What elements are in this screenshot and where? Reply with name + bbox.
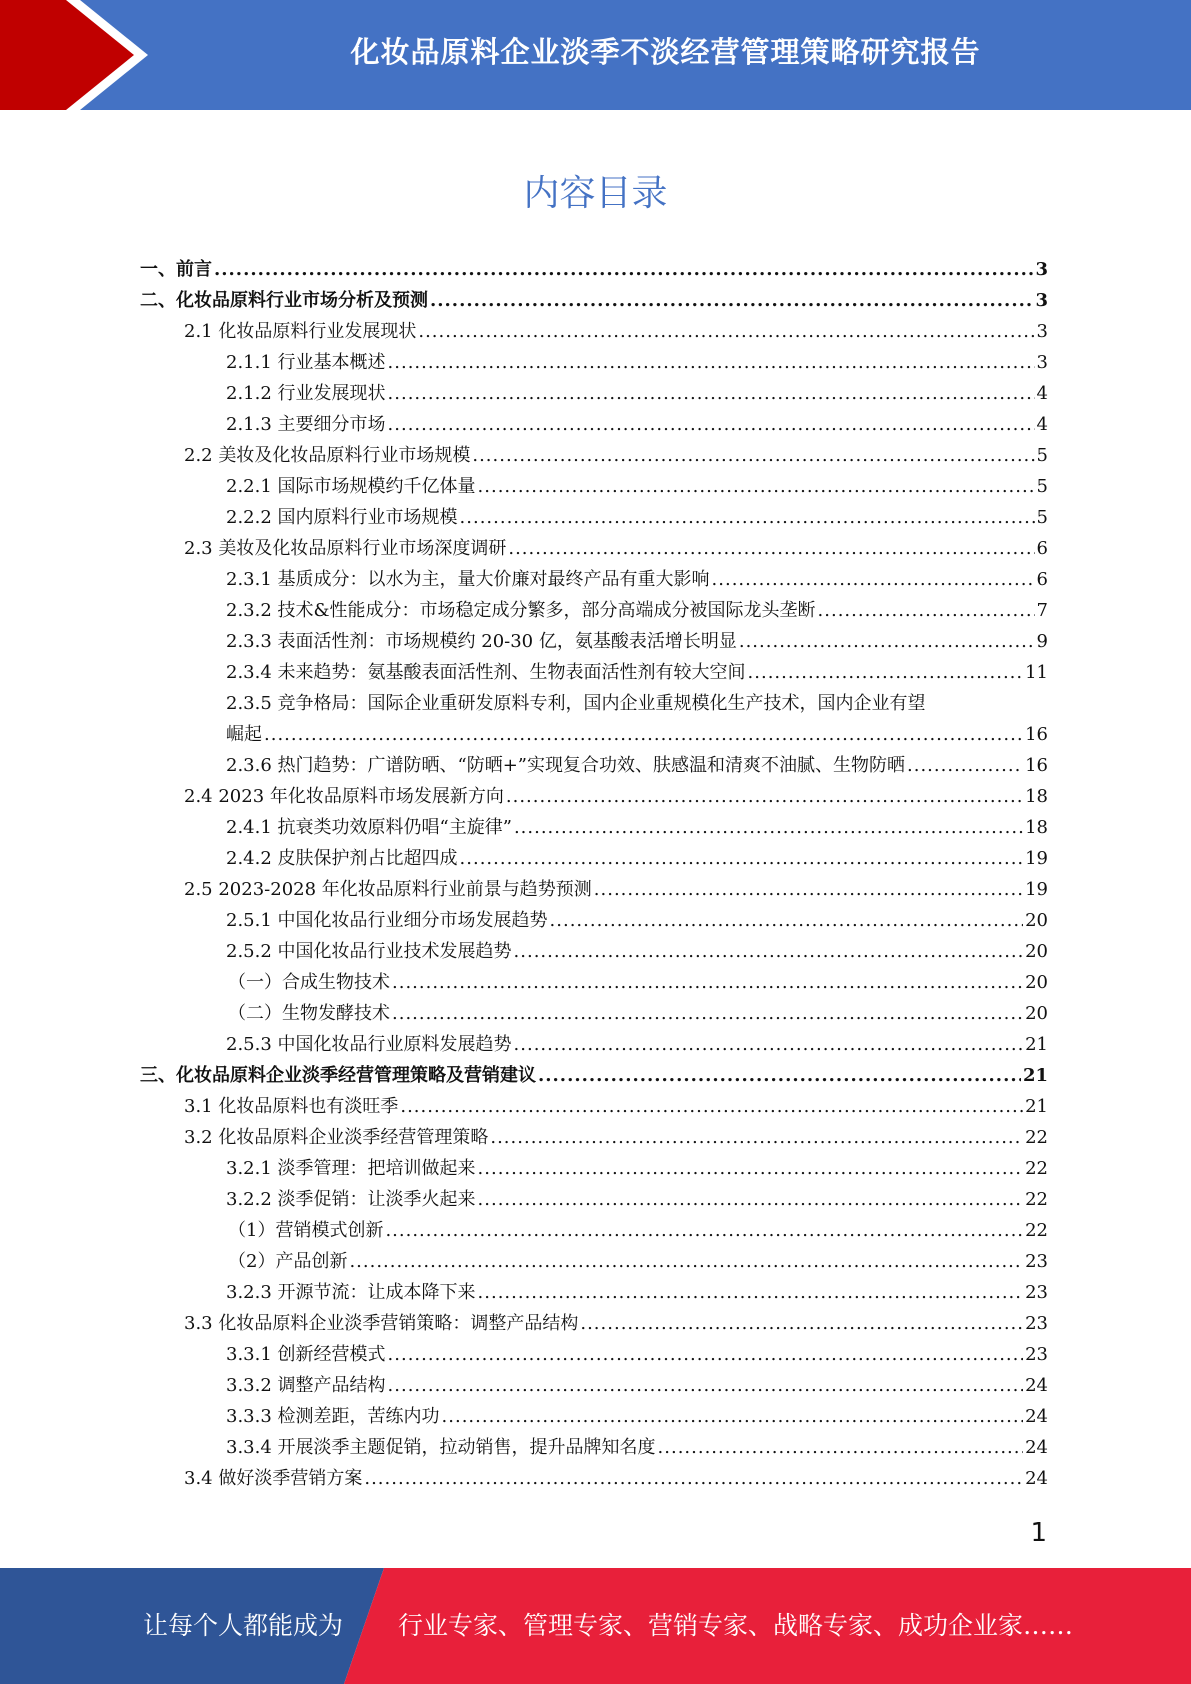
- toc-entry-label: （二）生物发酵技术: [228, 1003, 390, 1024]
- toc-leader-dots: [658, 1432, 1024, 1463]
- toc-entry-page: 20: [1025, 910, 1048, 931]
- toc-entry[interactable]: [140, 1122, 1048, 1153]
- toc-leader-dots: [385, 1215, 1023, 1246]
- toc-leader-dots: [388, 378, 1035, 409]
- toc-entry-page: 5: [1036, 476, 1048, 497]
- toc-entry[interactable]: [140, 502, 1048, 533]
- toc-entry-page: 11: [1025, 662, 1048, 683]
- toc-heading: 内容目录: [523, 173, 668, 214]
- toc-entry[interactable]: [140, 1277, 1048, 1308]
- toc-entry[interactable]: [140, 1215, 1048, 1246]
- toc-entry[interactable]: [140, 688, 1048, 750]
- toc-leader-dots: [388, 409, 1035, 440]
- toc-entry-label: （1）营销模式创新: [228, 1220, 384, 1241]
- toc-entry[interactable]: [140, 1401, 1048, 1432]
- toc-entry-page: 9: [1036, 631, 1048, 652]
- toc-entry-label: 3.3.3 检测差距，苦练内功: [226, 1406, 440, 1427]
- toc-entry-page: 21: [1025, 1096, 1048, 1117]
- toc-entry-page: 3: [1036, 352, 1048, 373]
- toc-leader-dots: [388, 347, 1035, 378]
- toc-entry[interactable]: [140, 440, 1048, 471]
- toc-entry[interactable]: [140, 254, 1048, 285]
- toc-entry-label: 3.3.2 调整产品结构: [226, 1375, 386, 1396]
- toc-entry-label: 2.4.1 抗衰类功效原料仍唱“主旋律”: [226, 817, 512, 838]
- toc-entry-page: 21: [1025, 1034, 1048, 1055]
- toc-leader-dots: [514, 812, 1023, 843]
- toc-entry-label: 2.3 美妆及化妆品原料行业市场深度调研: [184, 538, 507, 559]
- toc-entry-label: 3.2.3 开源节流：让成本降下来: [226, 1282, 476, 1303]
- toc-entry[interactable]: [140, 564, 1048, 595]
- toc-leader-dots: [490, 1122, 1023, 1153]
- toc-entry-label: 三、化妆品原料企业淡季经营管理策略及营销建议: [140, 1065, 536, 1086]
- toc-entry-page: 16: [1025, 724, 1048, 745]
- toc-leader-dots: [712, 564, 1035, 595]
- toc-entry[interactable]: [140, 1339, 1048, 1370]
- toc-entry[interactable]: [140, 905, 1048, 936]
- toc-entry-page: 18: [1025, 817, 1048, 838]
- toc-entry-page: 16: [1025, 755, 1048, 776]
- toc-entry-label: 3.1 化妆品原料也有淡旺季: [184, 1096, 399, 1117]
- toc-entry-label: 2.1.3 主要细分市场: [226, 414, 386, 435]
- report-title: 化妆品原料企业淡季不淡经营管理策略研究报告: [350, 35, 981, 69]
- toc-entry[interactable]: [140, 1153, 1048, 1184]
- toc-leader-dots: [392, 967, 1023, 998]
- toc-leader-dots: [506, 781, 1023, 812]
- toc-entry-page: 20: [1025, 1003, 1048, 1024]
- toc-entry-page: 18: [1025, 786, 1048, 807]
- toc-entry[interactable]: [140, 843, 1048, 874]
- toc-entry[interactable]: [140, 347, 1048, 378]
- toc-entry-label: 2.3.4 未来趋势：氨基酸表面活性剂、生物表面活性剂有较大空间: [226, 662, 746, 683]
- toc-entry[interactable]: [140, 285, 1048, 316]
- toc-entry-page: 22: [1025, 1158, 1048, 1179]
- toc-entry-page: 21: [1022, 1065, 1048, 1086]
- toc-leader-dots: [430, 285, 1033, 316]
- toc-entry-page: 5: [1036, 507, 1048, 528]
- toc-entry-page: 22: [1025, 1220, 1048, 1241]
- toc-leader-dots: [739, 626, 1035, 657]
- toc-leader-dots: [748, 657, 1024, 688]
- toc-entry-label: 2.5.1 中国化妆品行业细分市场发展趋势: [226, 910, 548, 931]
- toc-entry-label: 2.4.2 皮肤保护剂占比超四成: [226, 848, 458, 869]
- toc-entry[interactable]: [140, 595, 1048, 626]
- toc-leader-dots: [214, 254, 1033, 285]
- toc-entry[interactable]: [140, 1432, 1048, 1463]
- toc-entry[interactable]: [140, 1370, 1048, 1401]
- toc-entry-page: 24: [1025, 1468, 1048, 1489]
- toc-entry-label: 3.2 化妆品原料企业淡季经营管理策略: [184, 1127, 489, 1148]
- toc-entry-label: 3.4 做好淡季营销方案: [184, 1468, 363, 1489]
- toc-entry[interactable]: [140, 874, 1048, 905]
- toc-entry-page: 23: [1025, 1251, 1048, 1272]
- toc-entry-label: 2.1 化妆品原料行业发展现状: [184, 321, 417, 342]
- toc-entry-page: 23: [1025, 1282, 1048, 1303]
- toc-leader-dots: [478, 1277, 1024, 1308]
- toc-entry[interactable]: [140, 936, 1048, 967]
- footer-slogan-right: 行业专家、管理专家、营销专家、战略专家、成功企业家……: [398, 1611, 1074, 1640]
- toc-leader-dots: [364, 1463, 1023, 1494]
- toc-entry-label: 2.5 2023-2028 年化妆品原料行业前景与趋势预测: [184, 879, 592, 900]
- toc-entry-label: （2）产品创新: [228, 1251, 348, 1272]
- toc-entry-page: 24: [1025, 1437, 1048, 1458]
- toc-entry-page: 20: [1025, 941, 1048, 962]
- toc-entry-page: 20: [1025, 972, 1048, 993]
- toc-leader-dots: [594, 874, 1023, 905]
- toc-entry-label: 一、前言: [140, 259, 212, 280]
- toc-entry[interactable]: [140, 750, 1048, 781]
- toc-entry-label: 2.3.2 技术&性能成分：市场稳定成分繁多，部分高端成分被国际龙头垄断: [226, 600, 816, 621]
- toc-entry[interactable]: [140, 998, 1048, 1029]
- toc-entry[interactable]: [140, 812, 1048, 843]
- toc-leader-dots: [818, 595, 1035, 626]
- toc-leader-dots: [550, 905, 1024, 936]
- toc-entry-label: 2.1.1 行业基本概述: [226, 352, 386, 373]
- toc-entry[interactable]: [140, 316, 1048, 347]
- toc-entry-page: 23: [1025, 1313, 1048, 1334]
- toc-leader-dots: [514, 1029, 1024, 1060]
- footer-banner: [0, 1568, 1191, 1684]
- toc-leader-dots: [392, 998, 1023, 1029]
- toc-entry-label: 2.5.2 中国化妆品行业技术发展趋势: [226, 941, 512, 962]
- toc-leader-dots: [907, 750, 1023, 781]
- toc-leader-dots: [538, 1060, 1021, 1091]
- toc-leader-dots: [418, 316, 1034, 347]
- toc-entry[interactable]: [140, 626, 1048, 657]
- toc-entry-page: 6: [1036, 538, 1048, 559]
- toc-entry-page: 23: [1025, 1344, 1048, 1365]
- toc-entry-page: 3: [1035, 290, 1048, 311]
- toc-entry-page: 4: [1036, 414, 1048, 435]
- toc-leader-dots: [264, 719, 1023, 750]
- toc-entry-page: 3: [1036, 321, 1048, 342]
- toc-leader-dots: [580, 1308, 1023, 1339]
- header-banner: [0, 0, 1191, 110]
- toc-leader-dots: [442, 1401, 1024, 1432]
- toc-entry[interactable]: [140, 1091, 1048, 1122]
- toc-leader-dots: [388, 1339, 1024, 1370]
- toc-entry[interactable]: [140, 1246, 1048, 1277]
- toc-entry-label: 2.3.5 竞争格局：国际企业重研发原料专利，国内企业重规模化生产技术，国内企业有望: [226, 693, 926, 714]
- toc-entry-label: 2.2.2 国内原料行业市场规模: [226, 507, 458, 528]
- toc-leader-dots: [514, 936, 1024, 967]
- toc-entry-page: 6: [1036, 569, 1048, 590]
- toc-entry-page: 24: [1025, 1406, 1048, 1427]
- toc-entry-label: 二、化妆品原料行业市场分析及预测: [140, 290, 428, 311]
- toc-entry-page: 19: [1025, 879, 1048, 900]
- toc-entry-page: 22: [1025, 1127, 1048, 1148]
- toc-entry[interactable]: [140, 1463, 1048, 1494]
- toc-entry[interactable]: [140, 378, 1048, 409]
- toc-entry[interactable]: [140, 1060, 1048, 1091]
- toc-entry[interactable]: [140, 409, 1048, 440]
- toc-leader-dots: [472, 440, 1034, 471]
- toc-entry[interactable]: [140, 781, 1048, 812]
- toc-entry-label: 2.4 2023 年化妆品原料市场发展新方向: [184, 786, 504, 807]
- toc-entry-label-cont: 崛起: [226, 724, 262, 745]
- toc-entry[interactable]: [140, 471, 1048, 502]
- toc-entry[interactable]: [140, 967, 1048, 998]
- toc-entry-label: 2.3.6 热门趋势：广谱防晒、“防晒+”实现复合功效、肤感温和清爽不油腻、生物防晒: [226, 755, 906, 776]
- toc-leader-dots: [349, 1246, 1023, 1277]
- toc-entry-label: 3.2.1 淡季管理：把培训做起来: [226, 1158, 476, 1179]
- toc-leader-dots: [508, 533, 1034, 564]
- toc-entry-label: 3.3 化妆品原料企业淡季营销策略：调整产品结构: [184, 1313, 579, 1334]
- toc-leader-dots: [478, 1184, 1024, 1215]
- toc-entry-label: 3.3.4 开展淡季主题促销，拉动销售，提升品牌知名度: [226, 1437, 656, 1458]
- toc-entry[interactable]: [140, 657, 1048, 688]
- toc-leader-dots: [460, 502, 1035, 533]
- toc-entry-label: 2.3.1 基质成分：以水为主，量大价廉对最终产品有重大影响: [226, 569, 710, 590]
- toc-entry[interactable]: [140, 1029, 1048, 1060]
- toc-entry[interactable]: [140, 1184, 1048, 1215]
- toc-entry-label: 2.2.1 国际市场规模约千亿体量: [226, 476, 476, 497]
- table-of-contents: [140, 254, 1048, 1494]
- toc-entry-label: （一）合成生物技术: [228, 972, 390, 993]
- toc-entry-label: 3.2.2 淡季促销：让淡季火起来: [226, 1189, 476, 1210]
- toc-entry-label: 2.2 美妆及化妆品原料行业市场规模: [184, 445, 471, 466]
- toc-entry-page: 22: [1025, 1189, 1048, 1210]
- toc-leader-dots: [478, 1153, 1024, 1184]
- page-number: 1: [1030, 1518, 1047, 1548]
- toc-entry-page: 3: [1035, 259, 1048, 280]
- toc-entry-page: 5: [1036, 445, 1048, 466]
- toc-entry-page: 19: [1025, 848, 1048, 869]
- toc-leader-dots: [478, 471, 1035, 502]
- toc-leader-dots: [460, 843, 1024, 874]
- toc-entry-label: 2.1.2 行业发展现状: [226, 383, 386, 404]
- toc-entry-label: 2.3.3 表面活性剂：市场规模约 20-30 亿，氨基酸表活增长明显: [226, 631, 737, 652]
- toc-entry-page: 24: [1025, 1375, 1048, 1396]
- toc-entry-label: 3.3.1 创新经营模式: [226, 1344, 386, 1365]
- toc-entry[interactable]: [140, 533, 1048, 564]
- toc-entry-page: 4: [1036, 383, 1048, 404]
- toc-leader-dots: [400, 1091, 1023, 1122]
- toc-entry-page: 7: [1036, 600, 1048, 621]
- footer-slogan-left: 让每个人都能成为: [143, 1611, 344, 1640]
- toc-entry-label: 2.5.3 中国化妆品行业原料发展趋势: [226, 1034, 512, 1055]
- toc-leader-dots: [388, 1370, 1024, 1401]
- toc-entry[interactable]: [140, 1308, 1048, 1339]
